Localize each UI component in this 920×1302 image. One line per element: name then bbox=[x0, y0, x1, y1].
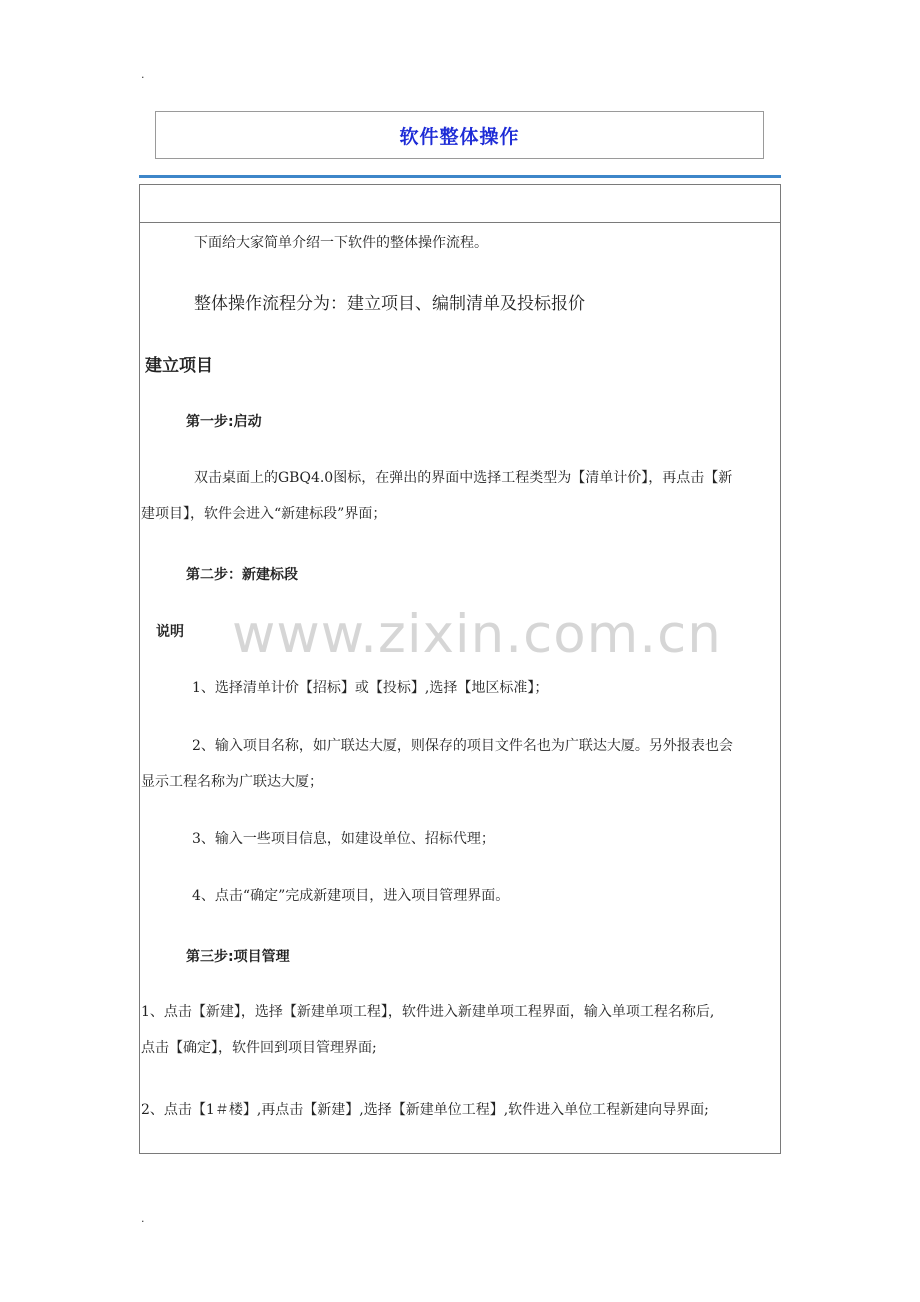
step2-heading: 第二步：新建标段 bbox=[186, 567, 298, 583]
step2-item-4: 4、点击“确定”完成新建项目，进入项目管理界面。 bbox=[192, 888, 510, 904]
flow-text: 整体操作流程分为：建立项目、编制清单及投标报价 bbox=[194, 294, 585, 314]
page-mark-bottom: . bbox=[141, 1212, 145, 1225]
title-underline bbox=[139, 175, 781, 178]
watermark: www.zixin.com.cn bbox=[232, 604, 722, 665]
step2-item-3: 3、输入一些项目信息，如建设单位、招标代理； bbox=[192, 831, 495, 847]
intro-text: 下面给大家简单介绍一下软件的整体操作流程。 bbox=[194, 235, 488, 251]
step1-line1: 双击桌面上的GBQ4.0图标，在弹出的界面中选择工程类型为【清单计价】，再点击【新 bbox=[194, 470, 733, 486]
step2-item-2-cont: 显示工程名称为广联达大厦； bbox=[141, 774, 323, 790]
step3-heading: 第三步:项目管理 bbox=[186, 949, 290, 965]
page-mark-top: . bbox=[141, 68, 145, 81]
step1-line2: 建项目】，软件会进入“新建标段”界面； bbox=[141, 506, 387, 522]
step3-item-1-cont: 点击【确定】，软件回到项目管理界面; bbox=[141, 1040, 377, 1056]
title-box bbox=[155, 111, 764, 159]
step3-item-2: 2、点击【1＃楼】,再点击【新建】,选择【新建单位工程】,软件进入单位工程新建向导界面; bbox=[141, 1102, 709, 1118]
step3-item-1: 1、点击【新建】，选择【新建单项工程】，软件进入新建单项工程界面，输入单项工程名称后, bbox=[141, 1004, 715, 1020]
page-title: 软件整体操作 bbox=[399, 125, 520, 148]
frame-header-row bbox=[140, 185, 780, 223]
step2-item-2: 2、输入项目名称，如广联达大厦，则保存的项目文件名也为广联达大厦。另外报表也会 bbox=[192, 738, 733, 754]
step1-heading: 第一步:启动 bbox=[186, 414, 262, 430]
step2-item-1: 1、选择清单计价【招标】或【投标】,选择【地区标准】； bbox=[192, 680, 549, 696]
section-heading: 建立项目 bbox=[145, 356, 213, 376]
step2-note: 说明 bbox=[156, 624, 184, 640]
